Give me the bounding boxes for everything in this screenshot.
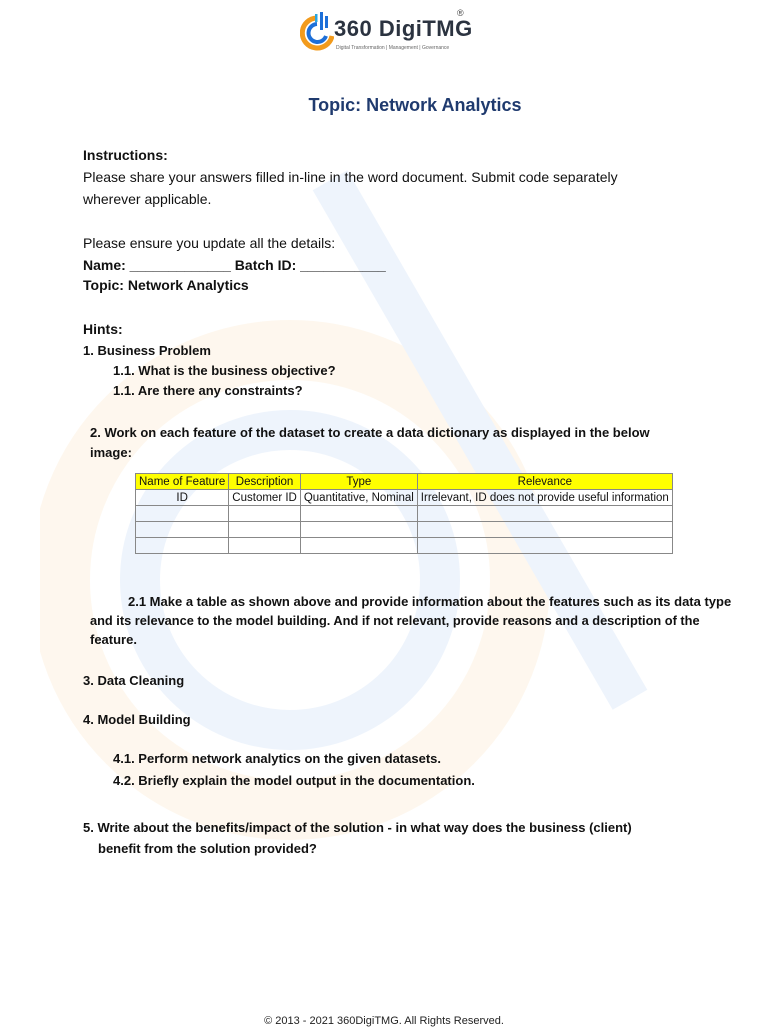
hint-constraints: 1.1. Are there any constraints? bbox=[113, 383, 303, 398]
table-cell bbox=[300, 538, 417, 554]
hint-business-problem: 1. Business Problem bbox=[83, 343, 211, 358]
topic-line: Topic: Network Analytics bbox=[83, 277, 249, 293]
instructions-line-1: Please share your answers filled in-line in the word document. Submit code separately bbox=[83, 169, 618, 185]
table-cell bbox=[136, 506, 229, 522]
section-4-2: 4.2. Briefly explain the model output in the documentation. bbox=[113, 773, 475, 788]
table-cell bbox=[229, 538, 301, 554]
table-cell bbox=[136, 538, 229, 554]
table-header-cell: Relevance bbox=[417, 474, 672, 490]
section-2-1-line-3: feature. bbox=[90, 632, 137, 647]
table-cell: Irrelevant, ID does not provide useful information bbox=[417, 490, 672, 506]
table-header-cell: Name of Feature bbox=[136, 474, 229, 490]
logo-tagline: Digital Transformation | Management | Governance bbox=[336, 45, 450, 51]
table-header-row bbox=[136, 474, 673, 490]
section-data-cleaning: 3. Data Cleaning bbox=[83, 673, 185, 688]
logo-mark-icon bbox=[300, 12, 334, 54]
instructions-heading: Instructions: bbox=[83, 147, 168, 163]
table-cell bbox=[229, 522, 301, 538]
table-header-cell: Description bbox=[229, 474, 301, 490]
details-intro: Please ensure you update all the details: bbox=[83, 235, 336, 251]
section-5-line-2: benefit from the solution provided? bbox=[98, 841, 317, 856]
instructions-line-2: wherever applicable. bbox=[83, 191, 212, 207]
table-cell bbox=[300, 506, 417, 522]
table-cell bbox=[136, 522, 229, 538]
section-model-building: 4. Model Building bbox=[83, 712, 191, 727]
hint-data-dictionary-line-1: 2. Work on each feature of the dataset to create a data dictionary as displayed in the below bbox=[90, 425, 650, 440]
table-cell bbox=[417, 522, 672, 538]
table-cell bbox=[300, 522, 417, 538]
hint-business-objective: 1.1. What is the business objective? bbox=[113, 363, 336, 378]
footer-copyright: © 2013 - 2021 360DigiTMG. All Rights Reserved. bbox=[264, 1015, 504, 1027]
table-cell bbox=[417, 506, 672, 522]
table-row bbox=[136, 490, 673, 506]
table-cell bbox=[417, 538, 672, 554]
section-2-1-line-1: 2.1 Make a table as shown above and provide information about the features such as its data type bbox=[128, 594, 732, 609]
logo-registered-mark: ® bbox=[457, 8, 464, 18]
table-cell bbox=[229, 506, 301, 522]
section-5-line-1: 5. Write about the benefits/impact of the solution - in what way does the business (client) bbox=[83, 820, 632, 835]
table-cell: Customer ID bbox=[229, 490, 301, 506]
table-cell: ID bbox=[136, 490, 229, 506]
page-title: Topic: Network Analytics bbox=[308, 95, 522, 115]
table-row bbox=[136, 506, 673, 522]
table-row bbox=[136, 538, 673, 554]
name-batch-line: Name: _____________ Batch ID: ___________ bbox=[83, 257, 386, 273]
hints-heading: Hints: bbox=[83, 321, 123, 337]
logo-brand-text: 360 DigiTMG bbox=[334, 16, 473, 41]
section-4-1: 4.1. Perform network analytics on the given datasets. bbox=[113, 751, 441, 766]
hint-data-dictionary-line-2: image: bbox=[90, 445, 132, 460]
table-cell: Quantitative, Nominal bbox=[300, 490, 417, 506]
table-header-cell: Type bbox=[300, 474, 417, 490]
data-dictionary-table bbox=[135, 473, 673, 554]
table-row bbox=[136, 522, 673, 538]
company-logo bbox=[300, 8, 473, 58]
section-2-1-line-2: and its relevance to the model building. And if not relevant, provide reasons and a description of the bbox=[90, 613, 700, 628]
